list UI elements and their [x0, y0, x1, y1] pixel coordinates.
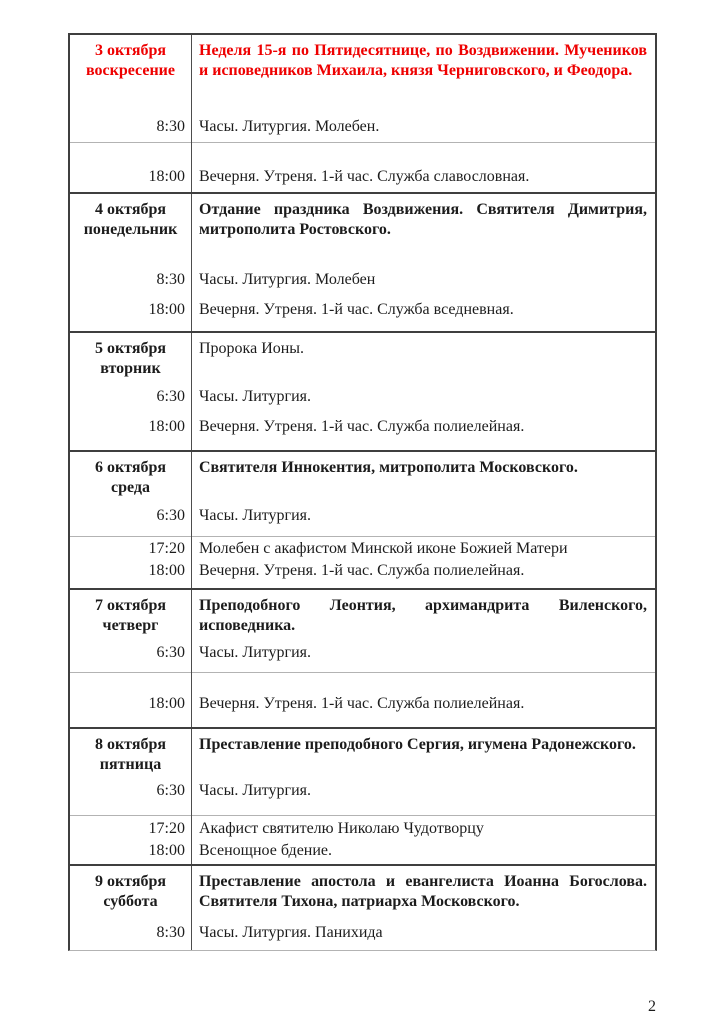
schedule-segment	[70, 590, 655, 672]
service-time: 18:00	[148, 695, 185, 712]
service-rows	[70, 923, 655, 943]
schedule-segment	[70, 866, 655, 950]
day-date: 7 октября	[94, 597, 167, 614]
feast-title: Неделя 15-я по Пятидесятнице, по Воздвижении. Мучеников и исповедников Михаила, князя Черниговского, и Феодора.	[199, 42, 647, 79]
day-block-tuesday	[70, 331, 655, 450]
service-time: 6:30	[156, 507, 185, 524]
service-time: 17:20	[148, 540, 185, 557]
service-row	[70, 694, 655, 714]
service-rows	[70, 694, 655, 714]
service-time: 18:00	[148, 168, 185, 185]
feast-title: Пророка Ионы.	[199, 340, 305, 357]
service-row	[70, 561, 655, 581]
day-label	[70, 590, 191, 636]
day-block-friday	[70, 727, 655, 864]
feast-title: Преставление апостола и евангелиста Иоанна Богослова. Святителя Тихона, патриарха Московского.	[199, 873, 647, 910]
day-label	[70, 452, 191, 498]
day-date: 3 октября	[94, 42, 167, 59]
feast-title: Святителя Иннокентия, митрополита Московского.	[199, 459, 578, 476]
service-text: Часы. Литургия.	[199, 644, 312, 661]
service-text: Часы. Литургия. Молебен.	[199, 118, 380, 135]
service-time: 6:30	[156, 644, 185, 661]
service-row	[70, 387, 655, 407]
day-weekday: суббота	[103, 893, 158, 910]
service-row	[70, 270, 655, 290]
day-label	[70, 35, 191, 81]
day-weekday: понедельник	[83, 221, 178, 238]
service-row	[70, 417, 655, 437]
service-row	[70, 300, 655, 320]
service-rows	[70, 506, 655, 526]
service-row	[70, 643, 655, 663]
day-label	[70, 729, 191, 775]
service-time: 8:30	[156, 924, 185, 941]
day-header-row	[70, 866, 655, 912]
service-schedule-table	[68, 33, 657, 951]
day-label	[70, 333, 191, 379]
service-row	[70, 841, 655, 861]
service-time: 18:00	[148, 562, 185, 579]
service-text: Вечерня. Утреня. 1-й час. Служба полиелейная.	[199, 562, 525, 579]
day-block-monday	[70, 192, 655, 331]
service-row	[70, 819, 655, 839]
service-text: Всенощное бдение.	[199, 842, 333, 859]
service-rows	[70, 539, 655, 581]
service-time: 17:20	[148, 820, 185, 837]
day-header-row	[70, 452, 655, 498]
service-row	[70, 781, 655, 801]
day-header-row	[70, 590, 655, 636]
day-block-thursday	[70, 588, 655, 727]
service-rows	[70, 387, 655, 437]
service-row	[70, 539, 655, 559]
day-header-row	[70, 729, 655, 775]
service-text: Вечерня. Утреня. 1-й час. Служба славословная.	[199, 168, 530, 185]
day-block-wednesday	[70, 450, 655, 588]
service-time: 18:00	[148, 842, 185, 859]
day-header-row	[70, 333, 655, 379]
service-rows	[70, 117, 655, 137]
day-date: 6 октября	[94, 459, 167, 476]
service-text: Молебен с акафистом Минской иконе Божией Матери	[199, 540, 568, 557]
day-weekday: четверг	[102, 617, 159, 634]
day-weekday: пятница	[99, 756, 162, 773]
schedule-segment	[70, 729, 655, 815]
service-text: Акафист святителю Николаю Чудотворцу	[199, 820, 484, 837]
feast-title: Преподобного Леонтия, архимандрита Виленского, исповедника.	[199, 597, 647, 634]
service-time: 8:30	[156, 271, 185, 288]
service-time: 8:30	[156, 118, 185, 135]
service-text: Вечерня. Утреня. 1-й час. Служба вседневная.	[199, 301, 514, 318]
day-weekday: среда	[111, 479, 150, 496]
service-text: Часы. Литургия.	[199, 507, 312, 524]
day-label	[70, 866, 191, 912]
day-block-sunday	[70, 35, 655, 192]
service-row	[70, 117, 655, 137]
service-rows	[70, 167, 655, 187]
service-rows	[70, 781, 655, 801]
service-row	[70, 506, 655, 526]
service-time: 18:00	[148, 418, 185, 435]
day-weekday: вторник	[100, 360, 161, 377]
schedule-segment	[70, 672, 655, 727]
service-time: 6:30	[156, 782, 185, 799]
service-row	[70, 923, 655, 943]
service-rows	[70, 819, 655, 861]
day-label	[70, 194, 191, 240]
service-time: 18:00	[148, 301, 185, 318]
service-rows	[70, 643, 655, 663]
day-weekday: воскресение	[86, 62, 175, 79]
schedule-segment	[70, 142, 655, 192]
service-time: 6:30	[156, 388, 185, 405]
schedule-segment	[70, 536, 655, 588]
day-header-row	[70, 194, 655, 240]
feast-title: Отдание праздника Воздвижения. Святителя Димитрия, митрополита Ростовского.	[199, 201, 647, 238]
service-text: Часы. Литургия.	[199, 388, 312, 405]
service-text: Часы. Литургия.	[199, 782, 312, 799]
day-header-row	[70, 35, 655, 81]
schedule-segment	[70, 452, 655, 536]
service-text: Часы. Литургия. Панихида	[199, 924, 383, 941]
schedule-segment	[70, 35, 655, 142]
schedule-segment	[70, 815, 655, 864]
service-row	[70, 167, 655, 187]
feast-title: Преставление преподобного Сергия, игумена Радонежского.	[199, 736, 636, 753]
day-date: 5 октября	[94, 340, 167, 357]
service-text: Часы. Литургия. Молебен	[199, 271, 376, 288]
service-text: Вечерня. Утреня. 1-й час. Служба полиелейная.	[199, 695, 525, 712]
service-rows	[70, 270, 655, 320]
day-date: 8 октября	[94, 736, 167, 753]
day-date: 4 октября	[94, 201, 167, 218]
day-date: 9 октября	[94, 873, 167, 890]
page-number: 2	[648, 998, 656, 1015]
service-text: Вечерня. Утреня. 1-й час. Служба полиелейная.	[199, 418, 525, 435]
schedule-segment	[70, 194, 655, 331]
schedule-segment	[70, 333, 655, 450]
day-block-saturday	[70, 864, 655, 950]
